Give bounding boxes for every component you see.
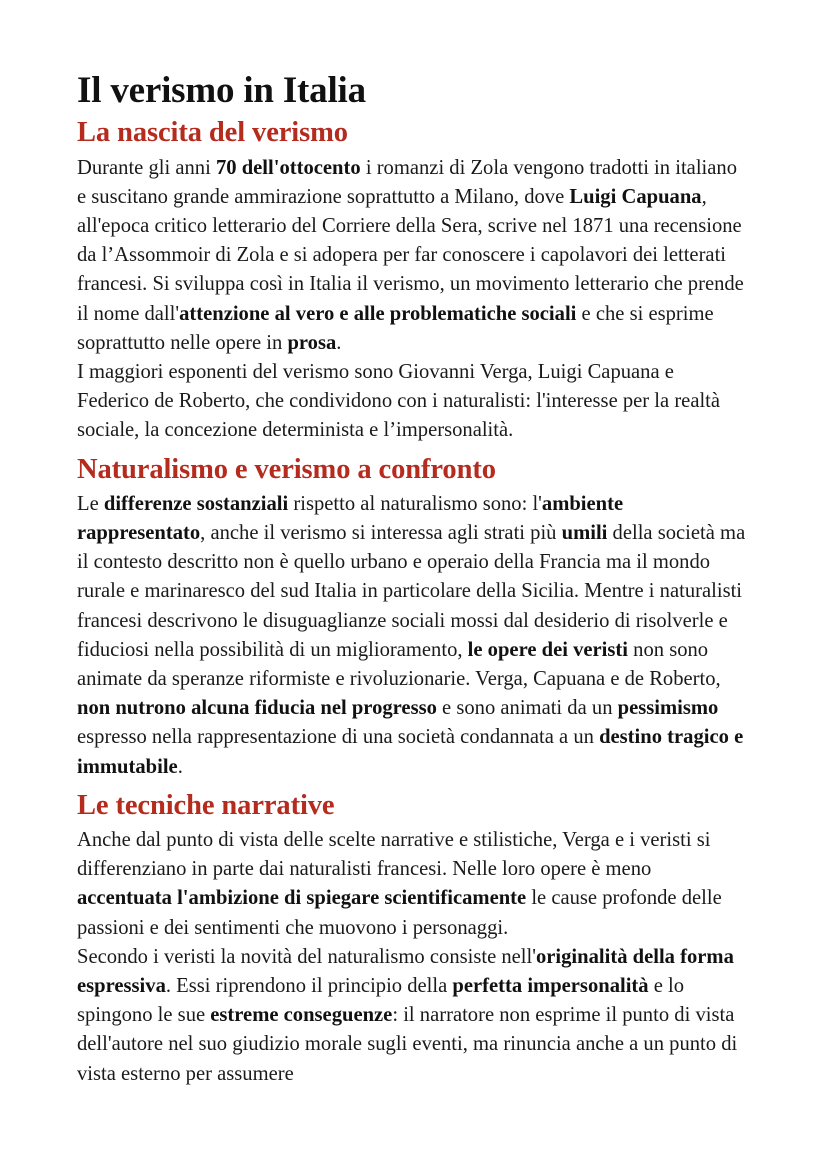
emphasis-text: destino tragico e immutabile — [77, 726, 744, 778]
body-paragraph — [77, 154, 750, 358]
body-text: . — [177, 755, 183, 778]
emphasis-text: non nutrono alcuna fiducia nel progresso — [77, 697, 437, 720]
section-heading: La nascita del verismo — [77, 117, 348, 149]
emphasis-text: differenze sostanziali — [103, 492, 289, 515]
section-heading: Naturalismo e verismo a confronto — [77, 453, 496, 485]
emphasis-text: 70 dell'ottocento — [215, 156, 361, 179]
emphasis-text: le opere dei veristi — [467, 638, 628, 661]
body-text: e sono animati da un — [436, 697, 618, 720]
page-title: Il verismo in Italia — [77, 70, 366, 111]
document-body — [77, 116, 750, 1088]
body-text: espresso nella rappresentazione di una società condannata a un — [77, 726, 600, 749]
section-heading: Le tecniche narrative — [77, 789, 335, 821]
body-text: Anche dal punto di vista delle scelte narrative e stilistiche, Verga e i veristi si differenziano in parte dai naturalisti francesi. Nelle loro opere è meno — [77, 829, 711, 881]
body-text: della società ma il contesto descritto non è quello urbano e operaio della Francia ma il mondo rurale e marinaresco del sud Italia in particolare della Sicilia. Mentre i naturalisti francesi descrivono le disuguaglianze sociali mossi dal desiderio di risolverle e fiduciosi nella possibilità di un miglioramento, — [77, 522, 746, 661]
emphasis-text: perfetta impersonalità — [452, 975, 649, 998]
emphasis-text: originalità della forma espressiva — [77, 945, 734, 998]
body-text: Secondo i veristi la novità del naturalismo consiste nell' — [77, 945, 536, 968]
body-text: non sono animate da speranze riformiste e rivoluzionarie. Verga, Capuana e de Roberto, — [77, 638, 721, 691]
emphasis-text: umili — [561, 522, 608, 545]
body-text: rispetto al naturalismo sono: l' — [288, 492, 542, 515]
document-section — [77, 789, 750, 1089]
body-paragraph — [77, 826, 750, 943]
body-text: . — [336, 331, 342, 354]
emphasis-text: pessimismo — [617, 697, 719, 720]
body-text: Durante gli anni — [77, 156, 216, 179]
document-section — [77, 116, 750, 445]
body-text: . Essi riprendono il principio della — [165, 975, 453, 998]
body-text: , anche il verismo si interessa agli strati più — [200, 522, 562, 545]
body-paragraph — [77, 358, 750, 446]
emphasis-text: accentuata l'ambizione di spiegare scientificamente — [77, 887, 527, 910]
emphasis-text: Luigi Capuana — [569, 185, 702, 208]
body-text: e lo spingono le sue — [77, 975, 685, 1027]
body-paragraph — [77, 943, 750, 1089]
emphasis-text: estreme conseguenze — [210, 1004, 393, 1027]
body-text: le cause profonde delle passioni e dei sentimenti che muovono i personaggi. — [77, 887, 722, 939]
emphasis-text: attenzione al vero e alle problematiche sociali — [179, 302, 577, 325]
emphasis-text: ambiente rappresentato — [77, 492, 624, 545]
emphasis-text: prosa — [287, 331, 337, 354]
body-text: e che si esprime soprattutto nelle opere in — [77, 302, 714, 354]
body-text: : il narratore non esprime il punto di vista dell'autore nel suo giudizio morale sugli eventi, ma rinuncia anche a un punto di vista esterno per assumere — [77, 1004, 738, 1085]
body-paragraph — [77, 490, 750, 782]
body-text: Le — [77, 492, 104, 515]
body-text: i romanzi di Zola vengono tradotti in italiano e suscitano grande ammirazione soprattutto a Milano, dove — [77, 156, 737, 208]
body-text: I maggiori esponenti del verismo sono Giovanni Verga, Luigi Capuana e Federico de Roberto, che condividono con i naturalisti: l'interesse per la realtà sociale, la concezione determinista e l’impersonalità. — [77, 361, 721, 442]
document-section — [77, 453, 750, 782]
body-text: , all'epoca critico letterario del Corriere della Sera, scrive nel 1871 una recensione da l’Assommoir di Zola e si adopera per far conoscere i capolavori dei letterati francesi. Si sviluppa così in Italia il verismo, un movimento letterario che prende il nome dall' — [77, 185, 744, 325]
